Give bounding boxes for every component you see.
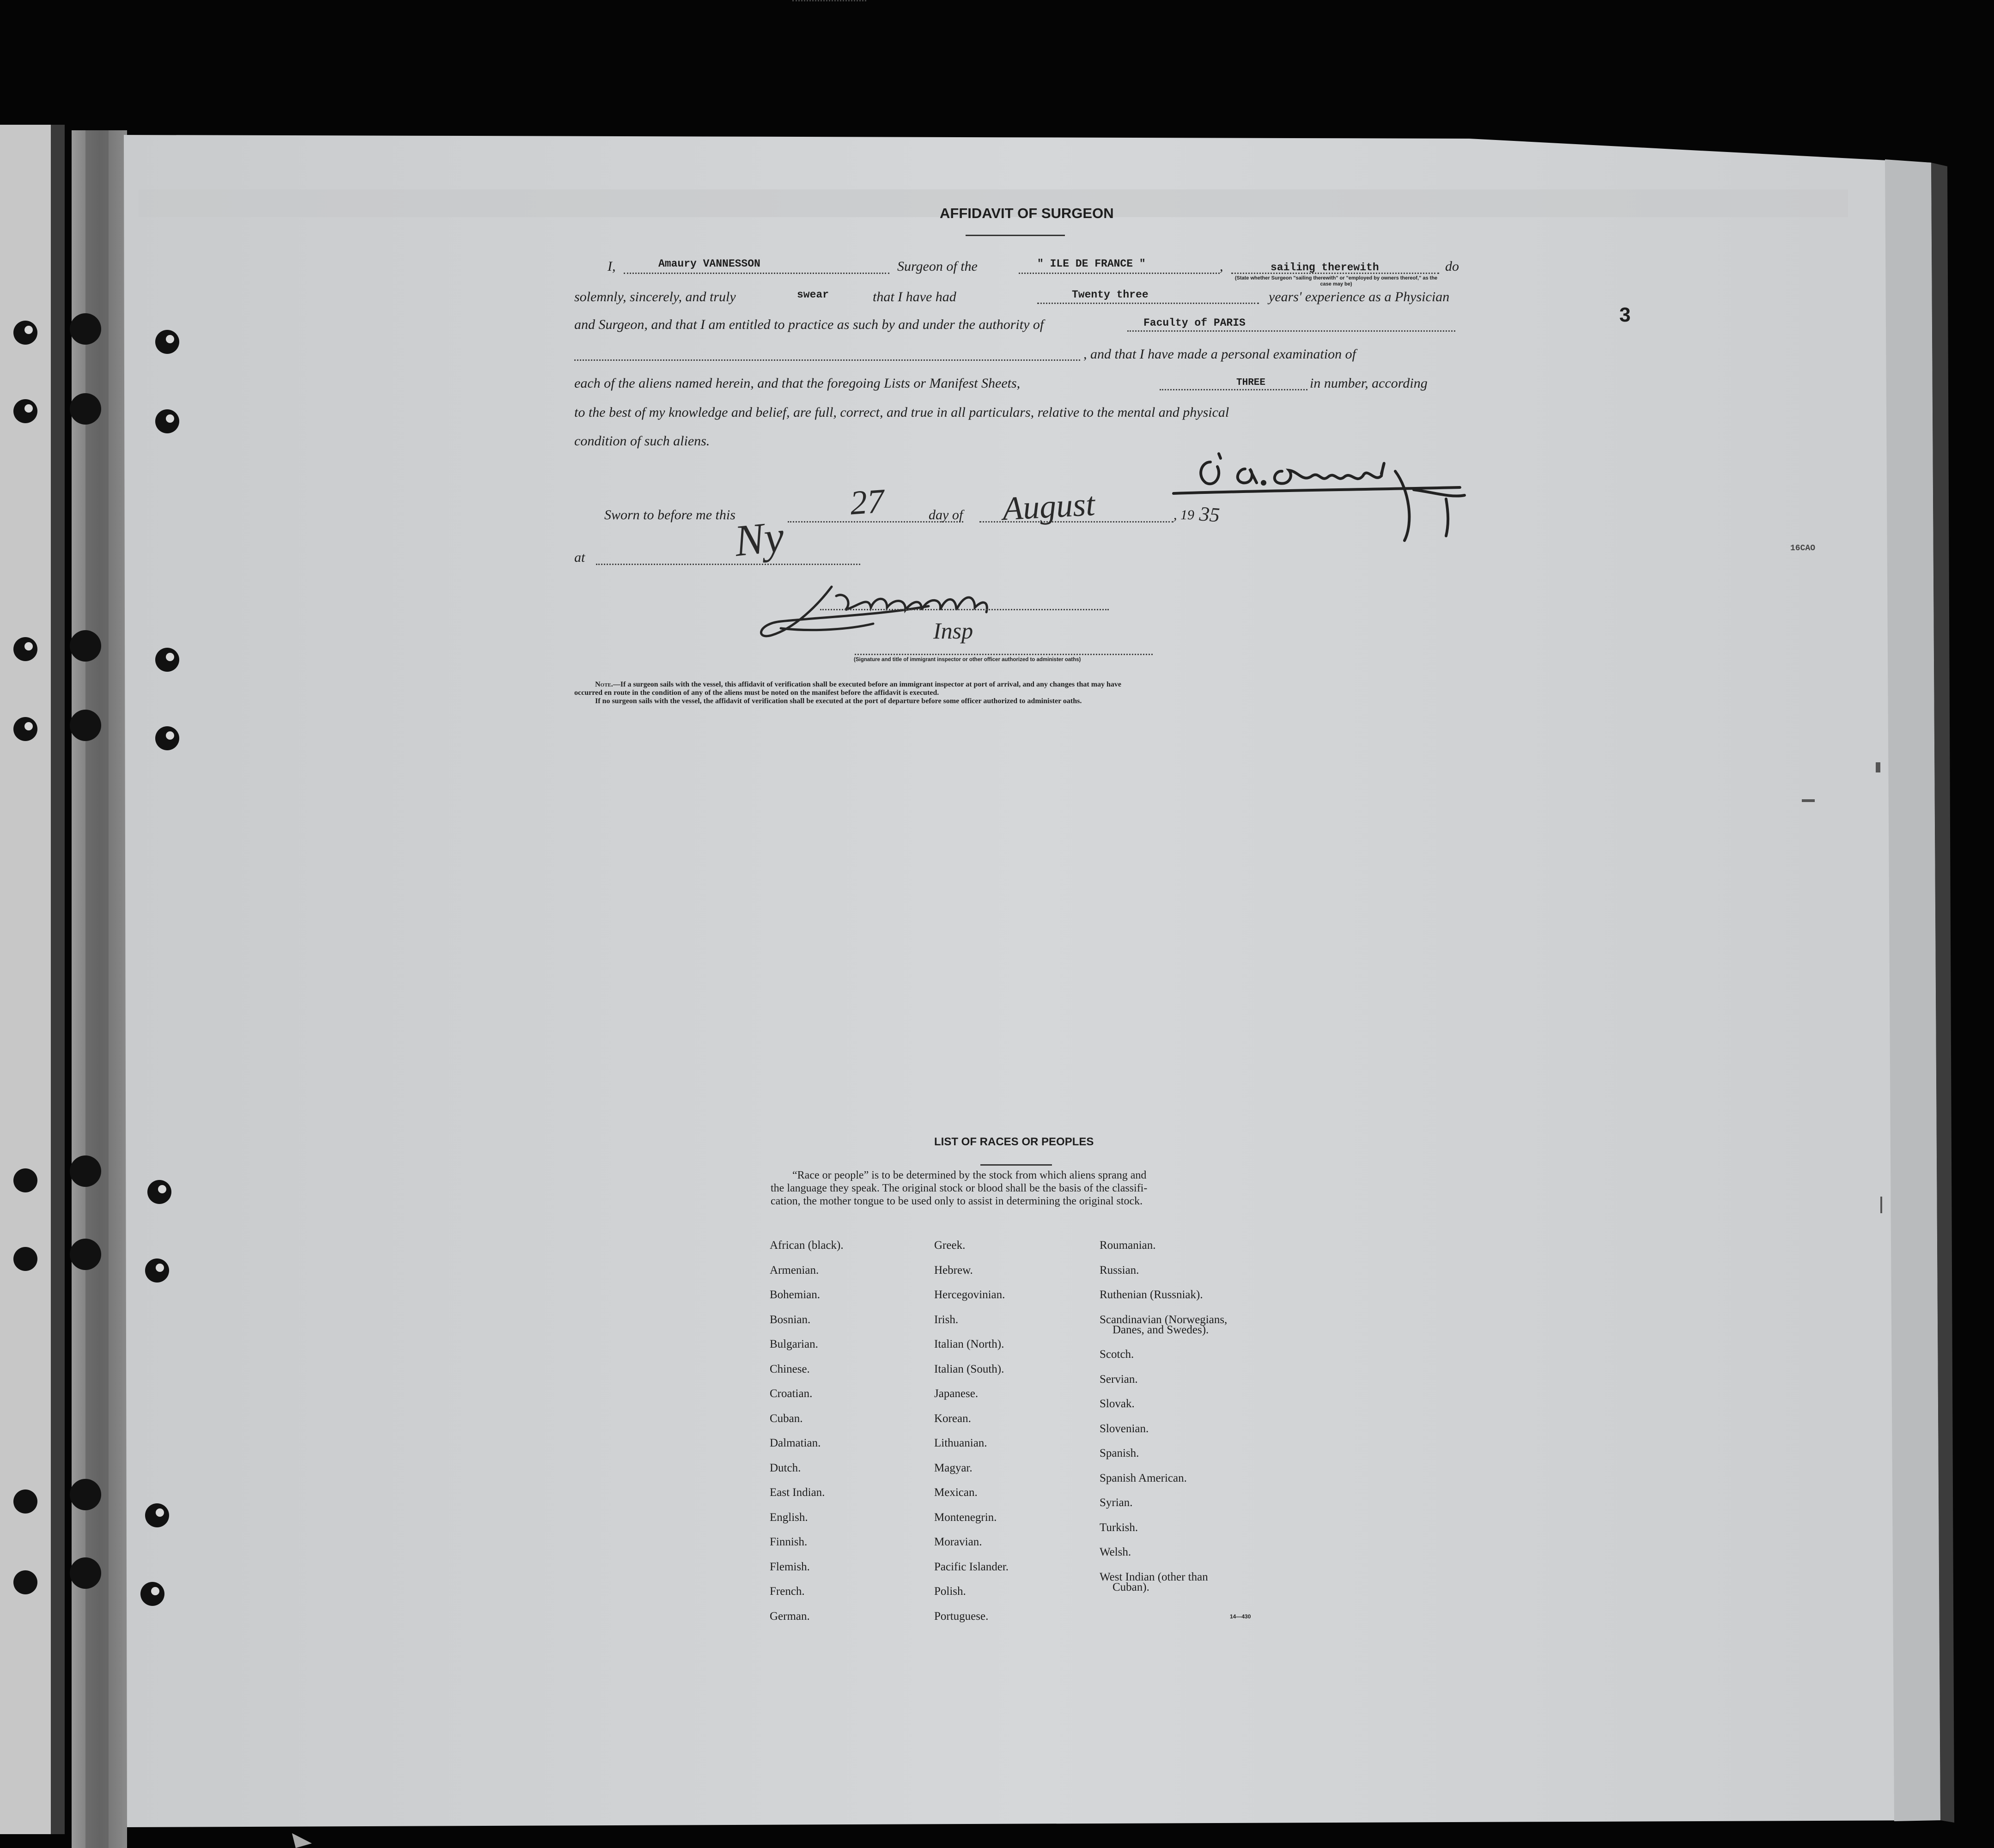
- surgeon-name: Amaury VANNESSON: [658, 258, 760, 270]
- race-entry: Pacific Islander.: [934, 1560, 1009, 1573]
- races-title: LIST OF RACES OR PEOPLES: [934, 1136, 1094, 1148]
- race-entry: Chinese.: [770, 1362, 810, 1375]
- race-entry: Syrian.: [1100, 1496, 1133, 1509]
- inspector-signature-line: [820, 609, 1109, 610]
- race-entry: Irish.: [934, 1313, 959, 1326]
- line1-prefix: I,: [608, 259, 616, 274]
- race-entry: Bulgarian.: [770, 1338, 818, 1350]
- note-line-3: If no surgeon sails with the vessel, the affidavit of verification shall be executed at the port of departure before some officer authorized to administer oaths.: [595, 697, 1082, 705]
- sworn-year-prefix: , 19: [1173, 507, 1194, 523]
- race-entry: Korean.: [934, 1412, 971, 1425]
- race-entry: Dalmatian.: [770, 1437, 821, 1449]
- line5-prefix: each of the aliens named herein, and that the foregoing Lists or Manifest Sheets,: [574, 376, 1021, 391]
- race-entry: Turkish.: [1100, 1521, 1138, 1534]
- race-entry: Ruthenian (Russniak).: [1100, 1289, 1203, 1301]
- race-entry: Hercegovinian.: [934, 1289, 1005, 1301]
- race-entry: Polish.: [934, 1585, 966, 1598]
- vessel-name: " ILE DE FRANCE ": [1037, 258, 1146, 270]
- inspector-title-line: [855, 654, 1153, 655]
- race-entry: Japanese.: [934, 1387, 979, 1400]
- race-entry: German.: [770, 1610, 810, 1623]
- inspector-title: Insp: [933, 618, 973, 644]
- title-rule: [966, 235, 1065, 236]
- race-entry: Cuban).: [1113, 1581, 1149, 1594]
- line3-prefix: and Surgeon, and that I am entitled to practice as such by and under the authority of: [574, 317, 1044, 332]
- inspector-signature: [753, 578, 1076, 656]
- line2-suffix: years' experience as a Physician: [1269, 289, 1450, 304]
- line7: condition of such aliens.: [574, 433, 710, 449]
- race-entry: Armenian.: [770, 1264, 819, 1277]
- affidavit-title: AFFIDAVIT OF SURGEON: [940, 205, 1114, 221]
- race-entry: Flemish.: [770, 1560, 810, 1573]
- race-entry: Slovenian.: [1100, 1422, 1149, 1435]
- race-entry: Montenegrin.: [934, 1511, 997, 1524]
- line1-surgeon-of: Surgeon of the: [897, 259, 978, 274]
- races-intro-2: the language they speak. The original stock or blood shall be the basis of the classifi-: [771, 1182, 1148, 1194]
- race-entry: Croatian.: [770, 1387, 813, 1400]
- authority-line: [1127, 330, 1455, 332]
- at-label: at: [574, 550, 585, 565]
- race-entry: Spanish American.: [1100, 1471, 1187, 1484]
- race-entry: Finnish.: [770, 1536, 808, 1548]
- race-entry: English.: [770, 1511, 808, 1524]
- race-entry: Scotch.: [1100, 1348, 1134, 1361]
- note-lead: Note.: [595, 681, 613, 688]
- note-text-1: —If a surgeon sails with the vessel, this affidavit of verification shall be executed before an immigrant inspector at port of arrival, and any changes that may have: [613, 681, 1122, 688]
- sheet-count: THREE: [1236, 377, 1266, 388]
- race-entry: Cuban.: [770, 1412, 803, 1425]
- oath-type: swear: [797, 289, 829, 301]
- races-intro-1: “Race or people” is to be determined by the stock from which aliens sprang and: [792, 1169, 1147, 1181]
- race-entry: Scandinavian (Norwegians,: [1100, 1313, 1228, 1326]
- line4-suffix: , and that I have made a personal examination of: [1083, 346, 1356, 362]
- sworn-day: 27: [849, 482, 886, 523]
- race-entry: Welsh.: [1100, 1546, 1131, 1559]
- sworn-prefix: Sworn to before me this: [604, 507, 736, 523]
- sworn-day-of: day of: [929, 507, 963, 523]
- race-entry: Portuguese.: [934, 1610, 989, 1623]
- race-entry: Dutch.: [770, 1461, 801, 1474]
- race-entry: Hebrew.: [934, 1264, 973, 1277]
- race-entry: East Indian.: [770, 1486, 825, 1499]
- signature-caption: (Signature and title of immigrant inspector or other officer authorized to administer oaths): [854, 657, 1081, 663]
- race-entry: Servian.: [1100, 1373, 1138, 1386]
- page-number: 3: [1619, 304, 1631, 326]
- surgeon-signature: [1164, 444, 1497, 554]
- race-entry: Moravian.: [934, 1536, 982, 1548]
- race-entry: West Indian (other than: [1100, 1570, 1208, 1583]
- race-entry: Bosnian.: [770, 1313, 811, 1326]
- vessel-name-line: [1019, 273, 1220, 274]
- at-place: Ny: [732, 511, 786, 566]
- race-entry: Bohemian.: [770, 1289, 821, 1301]
- line2-prefix: solemnly, sincerely, and truly: [574, 289, 736, 304]
- race-entry: French.: [770, 1585, 805, 1598]
- race-entry: Italian (North).: [934, 1338, 1004, 1350]
- race-entry: Lithuanian.: [934, 1437, 987, 1449]
- races-title-rule: [980, 1164, 1052, 1166]
- race-entry: Spanish.: [1100, 1447, 1139, 1460]
- at-place-line: [596, 564, 860, 565]
- note-line-1: [595, 681, 1121, 688]
- sheet-count-line: [1160, 389, 1307, 390]
- race-entry: Slovak.: [1100, 1398, 1135, 1410]
- race-entry: Roumanian.: [1100, 1239, 1156, 1252]
- line2-mid: that I have had: [873, 289, 956, 304]
- years-line: [1037, 303, 1259, 304]
- note-line-2: occurred en route in the condition of any of the aliens must be noted on the manifest before the affidavit is executed.: [574, 689, 939, 697]
- race-entry: Greek.: [934, 1239, 966, 1252]
- oath-line: [792, 0, 866, 1]
- sailing-status: sailing therewith: [1271, 261, 1379, 274]
- race-entry: Russian.: [1100, 1264, 1139, 1277]
- race-entry: Italian (South).: [934, 1362, 1004, 1375]
- sworn-month: August: [1002, 485, 1096, 528]
- race-entry: Mexican.: [934, 1486, 978, 1499]
- years-experience: Twenty three: [1072, 289, 1149, 301]
- race-entry: African (black).: [770, 1239, 844, 1252]
- race-entry: Magyar.: [934, 1461, 973, 1474]
- line6: to the best of my knowledge and belief, are full, correct, and true in all particulars, relative to the mental and physical: [574, 405, 1229, 420]
- line1-comma: ,: [1220, 259, 1223, 274]
- authority-line-2: [574, 359, 1080, 361]
- surgeon-name-line: [624, 273, 889, 274]
- sailing-hint: (State whether Surgeon "sailing therewith" or "employed by owners thereof," as the case may be): [1234, 275, 1438, 287]
- authority: Faculty of PARIS: [1143, 317, 1246, 329]
- line1-do: do: [1445, 259, 1459, 274]
- races-intro-3: cation, the mother tongue to be used only to assist in determining the original stock.: [771, 1195, 1143, 1207]
- margin-scribble: 16CAO: [1790, 544, 1816, 553]
- sworn-year-suffix: 35: [1198, 502, 1221, 527]
- form-number: 14—430: [1230, 1613, 1251, 1620]
- race-entry: Danes, and Swedes).: [1113, 1323, 1209, 1336]
- line5-suffix: in number, according: [1310, 376, 1428, 391]
